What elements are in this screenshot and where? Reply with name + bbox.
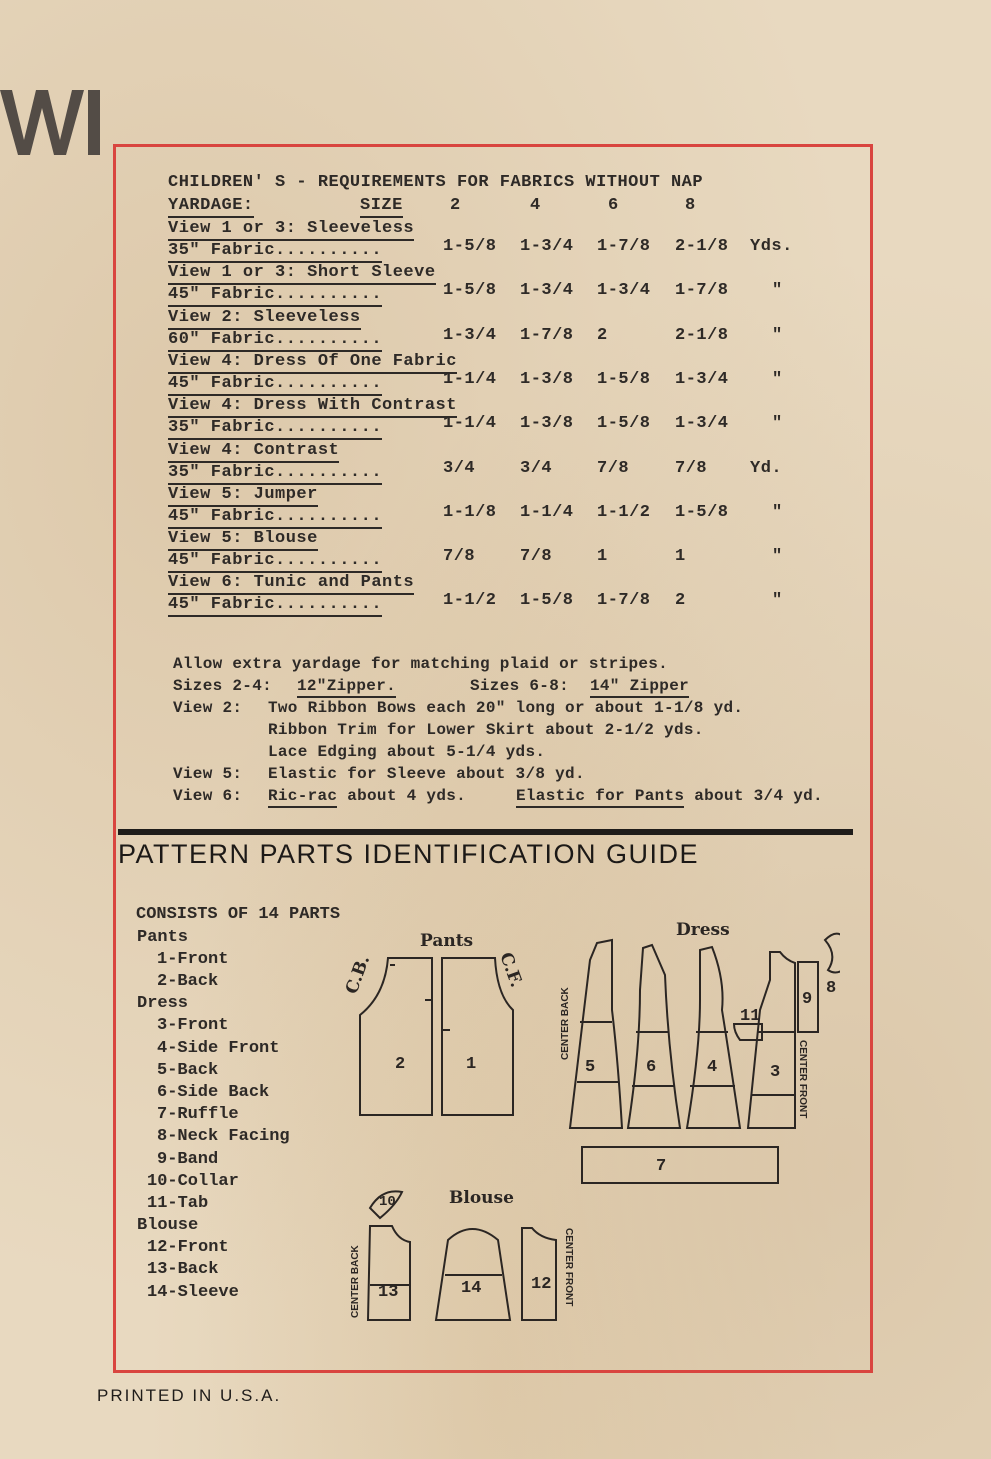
note-plaid: Allow extra yardage for matching plaid or stripes. [173, 655, 669, 673]
note-ricrac: Ric-rac [268, 787, 337, 808]
piece-number-2: 2 [395, 1055, 406, 1074]
part-item: 2-Back [157, 972, 219, 992]
yardage-value: 1-3/8 [520, 369, 574, 389]
fabric-label: 35" Fabric.......... [168, 463, 382, 485]
piece-number-7: 7 [656, 1157, 667, 1176]
yardage-value: 1 [675, 547, 686, 567]
part-item: 13-Back [147, 1260, 219, 1280]
unit-label: Yds. [750, 237, 793, 256]
fabric-label: 60" Fabric.......... [168, 330, 382, 352]
blouse-center-front-label: CENTER FRONT [563, 1228, 574, 1307]
yardage-value: 1-3/8 [520, 414, 574, 434]
pants-front-piece [442, 958, 513, 1115]
yardage-value: 1-1/4 [443, 369, 497, 389]
size-header: 6 [608, 196, 619, 215]
unit-label: " [772, 325, 783, 345]
printed-in-usa: PRINTED IN U.S.A. [97, 1386, 282, 1405]
note-view5-line: Elastic for Sleeve about 3/8 yd. [268, 765, 585, 783]
yardage-label: YARDAGE: [168, 196, 254, 218]
part-group-heading: Pants [137, 928, 189, 947]
yardage-value: 2 [675, 591, 686, 611]
piece-number-3: 3 [770, 1063, 781, 1082]
part-group-heading: Dress [137, 994, 189, 1014]
cb-label: C.B. [341, 952, 375, 997]
dress-back-piece [570, 940, 622, 1128]
yardage-value: 7/8 [443, 547, 476, 567]
part-item: 9-Band [157, 1149, 219, 1169]
part-item: 11-Tab [147, 1194, 209, 1213]
yardage-value: 1-3/4 [443, 325, 497, 345]
dress-side-front-piece [687, 947, 740, 1128]
fabric-label: 45" Fabric.......... [168, 595, 382, 617]
unit-label: " [772, 591, 783, 611]
fabric-label: 45" Fabric.......... [168, 285, 382, 307]
unit-label: " [772, 414, 783, 434]
fabric-label: 35" Fabric.......... [168, 241, 382, 263]
fabric-label: 45" Fabric.......... [168, 551, 382, 573]
yardage-value: 1 [597, 547, 608, 567]
ruffle-piece [582, 1147, 778, 1183]
unit-label: " [772, 281, 783, 301]
yardage-value: 1-5/8 [597, 414, 651, 434]
unit-label: " [772, 502, 783, 522]
yardage-value: 2-1/8 [675, 325, 729, 345]
neck-facing-piece [825, 934, 840, 973]
note-view6-label: View 6: [173, 787, 243, 805]
part-item: 14-Sleeve [147, 1282, 239, 1302]
fabric-label: 45" Fabric.......... [168, 507, 382, 529]
dress-diagram-label: Dress [676, 920, 730, 940]
blouse-center-back-label: CENTER BACK [350, 1245, 361, 1318]
yardage-value: 1-3/4 [675, 369, 729, 389]
note-sizes-a-value: 12"Zipper. [297, 677, 396, 698]
size-header: 8 [685, 196, 696, 215]
fabric-label: 35" Fabric.......... [168, 418, 382, 440]
note-elastic-amount: about 3/4 yd. [684, 787, 823, 805]
piece-number-8: 8 [826, 979, 837, 998]
view-label: View 2: Sleeveless [168, 308, 361, 330]
yardage-value: 1-1/2 [443, 591, 497, 611]
piece-number-5: 5 [585, 1058, 596, 1077]
part-item: 5-Back [157, 1060, 219, 1080]
piece-number-13: 13 [378, 1283, 399, 1302]
piece-number-11: 11 [740, 1007, 761, 1026]
piece-number-12: 12 [531, 1275, 552, 1294]
note-view6-elastic [516, 787, 823, 805]
blouse-back-piece [368, 1226, 410, 1320]
requirements-heading: CHILDREN' S - REQUIREMENTS FOR FABRICS WITHOUT NAP [168, 173, 704, 192]
blouse-front-piece [522, 1228, 556, 1320]
yardage-value: 1-5/8 [443, 281, 497, 301]
yardage-value: 1-1/8 [443, 502, 497, 522]
note-view2-line2: Ribbon Trim for Lower Skirt about 2-1/2 yds. [268, 721, 704, 739]
part-item: 3-Front [157, 1016, 229, 1036]
guide-divider [118, 829, 853, 835]
piece-number-4: 4 [707, 1058, 718, 1077]
size-header: 2 [450, 196, 461, 215]
yardage-value: 1-3/4 [520, 281, 574, 301]
yardage-value: 1-5/8 [443, 237, 497, 256]
view-label: View 5: Blouse [168, 529, 318, 551]
yardage-value: 1-3/4 [675, 414, 729, 434]
part-item: 12-Front [147, 1238, 229, 1258]
note-view6-line [268, 787, 466, 805]
yardage-value: 2 [597, 325, 608, 345]
note-sizes-b-label: Sizes 6-8: [470, 677, 570, 695]
blouse-diagram-label: Blouse [449, 1188, 514, 1208]
note-sizes-a-label: Sizes 2-4: [173, 677, 273, 695]
piece-number-1: 1 [466, 1055, 477, 1074]
unit-label: Yd. [750, 458, 783, 478]
view-label: View 6: Tunic and Pants [168, 573, 414, 595]
note-elastic-pants: Elastic for Pants [516, 787, 684, 808]
view-label: View 4: Dress Of One Fabric [168, 352, 457, 374]
part-item: 8-Neck Facing [157, 1127, 290, 1147]
yardage-value: 7/8 [675, 458, 708, 478]
dress-side-back-piece [628, 945, 680, 1128]
part-item: 10-Collar [147, 1171, 239, 1191]
pattern-diagrams [340, 915, 840, 1355]
view-label: View 5: Jumper [168, 485, 318, 507]
size-label: SIZE [360, 196, 403, 218]
note-view2-label: View 2: [173, 699, 243, 717]
note-view2-line1: Two Ribbon Bows each 20" long or about 1-1/8 yd. [268, 699, 744, 717]
view-label: View 1 or 3: Sleeveless [168, 219, 414, 241]
piece-number-6: 6 [646, 1058, 657, 1077]
yardage-value: 1-1/2 [597, 502, 651, 522]
note-sizes-b-value: 14" Zipper [590, 677, 689, 698]
view-label: View 4: Contrast [168, 441, 339, 463]
part-item: 1-Front [157, 950, 229, 969]
yardage-value: 1-7/8 [597, 237, 651, 256]
note-ricrac-amount: about 4 yds. [337, 787, 467, 805]
part-item: 6-Side Back [157, 1083, 270, 1102]
yardage-value: 1-3/4 [520, 237, 574, 256]
piece-number-14: 14 [461, 1279, 482, 1298]
yardage-value: 1-7/8 [675, 281, 729, 301]
view-label: View 1 or 3: Short Sleeve [168, 263, 436, 285]
yardage-value: 1-5/8 [597, 369, 651, 389]
yardage-value: 1-5/8 [675, 502, 729, 522]
part-item: 4-Side Front [157, 1038, 280, 1058]
yardage-value: 1-1/4 [520, 502, 574, 522]
yardage-value: 7/8 [520, 547, 553, 567]
consists-label: CONSISTS OF 14 PARTS [136, 905, 341, 924]
size-header: 4 [530, 196, 541, 215]
note-view2-line3: Lace Edging about 5-1/4 yds. [268, 743, 546, 761]
unit-label: " [772, 369, 783, 389]
yardage-value: 7/8 [597, 458, 630, 478]
view-label: View 4: Dress With Contrast [168, 396, 457, 418]
part-item: 7-Ruffle [157, 1105, 239, 1125]
pants-diagram-label: Pants [420, 931, 474, 951]
fabric-label: 45" Fabric.......... [168, 374, 382, 396]
partial-logo-mark [0, 80, 110, 160]
yardage-value: 3/4 [443, 458, 476, 478]
center-back-label: CENTER BACK [560, 987, 571, 1060]
unit-label: " [772, 547, 783, 567]
pants-back-piece [360, 958, 432, 1115]
yardage-value: 1-1/4 [443, 414, 497, 434]
yardage-value: 2-1/8 [675, 237, 729, 256]
piece-number-9: 9 [802, 990, 813, 1009]
part-group-heading: Blouse [137, 1216, 199, 1236]
yardage-value: 1-7/8 [597, 591, 651, 611]
yardage-value: 1-5/8 [520, 591, 574, 611]
guide-title: PATTERN PARTS IDENTIFICATION GUIDE [118, 839, 700, 869]
center-front-label: CENTER FRONT [797, 1040, 808, 1119]
cf-label: C.F. [495, 949, 527, 991]
piece-number-10: 10 [379, 1194, 396, 1210]
yardage-value: 1-3/4 [597, 281, 651, 301]
note-view5-label: View 5: [173, 765, 243, 783]
yardage-value: 1-7/8 [520, 325, 574, 345]
yardage-value: 3/4 [520, 458, 553, 478]
